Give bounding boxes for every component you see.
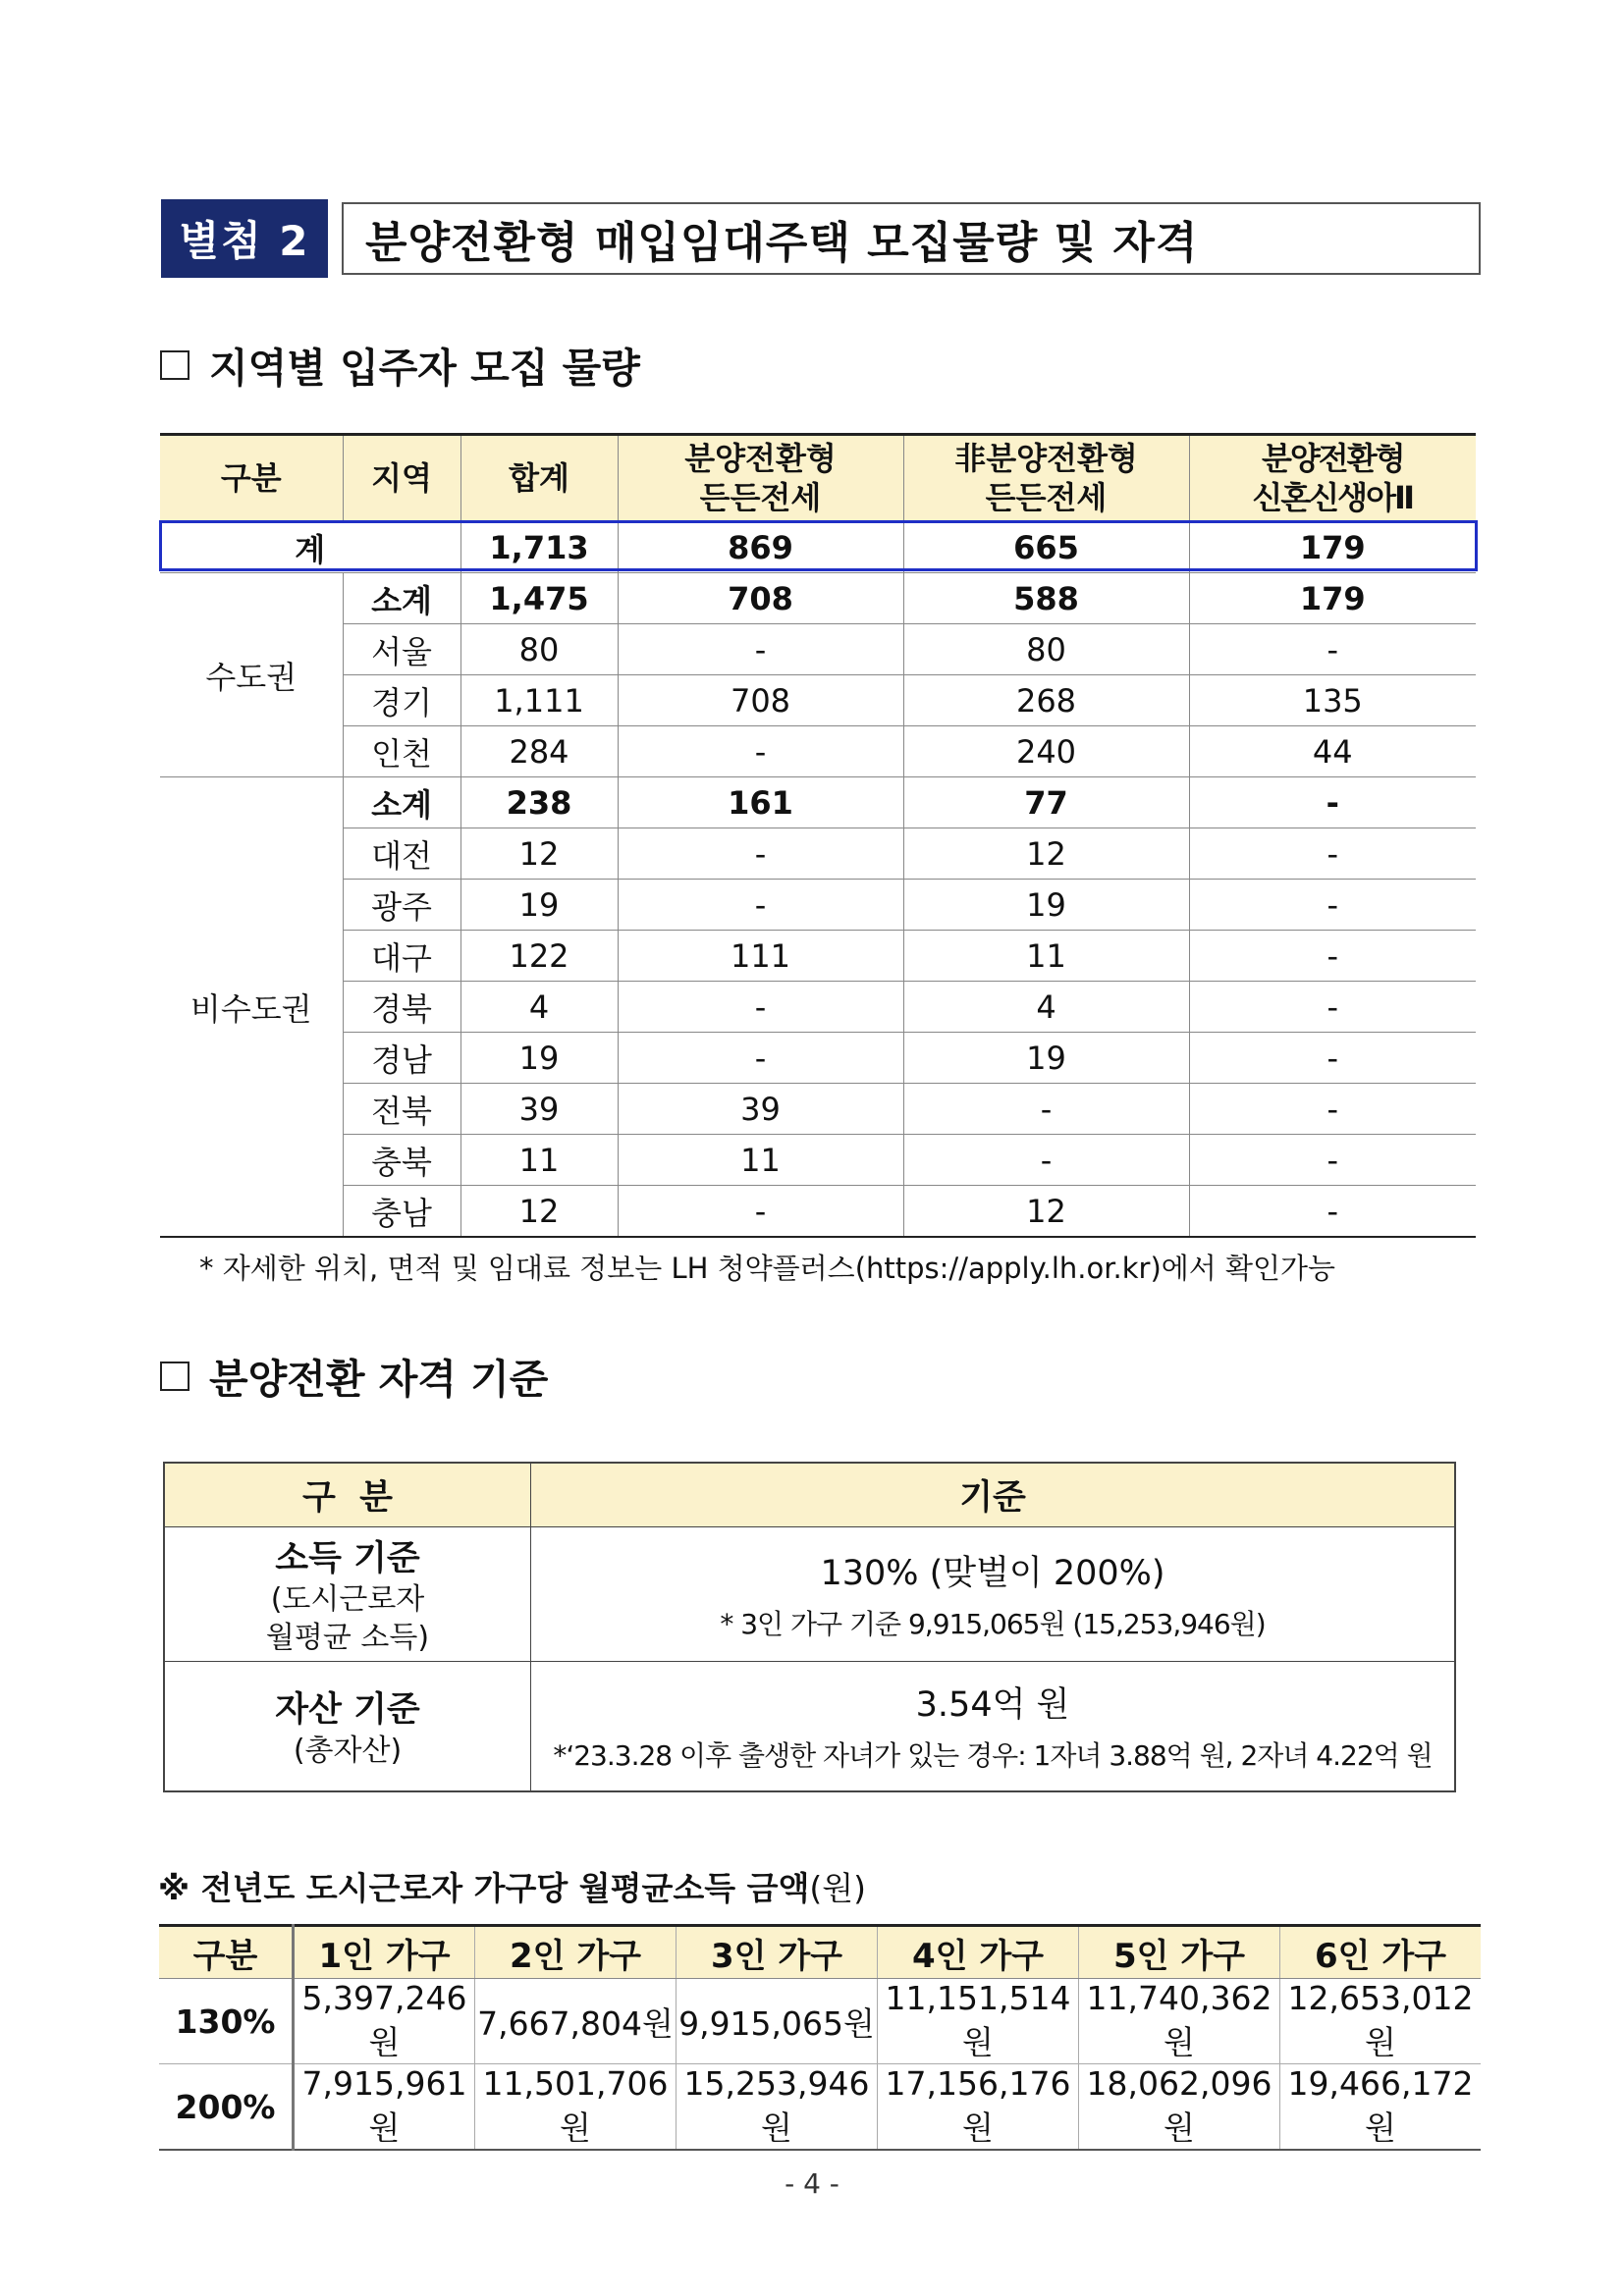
- col-header-text: 분양전환형 신혼신생아Ⅱ: [1252, 440, 1414, 516]
- table-header-row: [164, 1463, 1455, 1527]
- table-cell: -: [1189, 777, 1476, 828]
- table-row: [159, 1979, 1481, 2064]
- table-cell: 소계: [343, 573, 460, 624]
- col-header-text: 분양전환형 든든전세: [684, 440, 837, 516]
- table-header-row: [160, 435, 1476, 522]
- table-cell: 39: [618, 1084, 903, 1135]
- total-cell: 665: [903, 521, 1189, 573]
- table-cell: 12: [460, 828, 618, 880]
- monthly-income-table: [159, 1924, 1481, 2151]
- criteria-label: 자산 기준: [275, 1689, 420, 1730]
- col-header: 기준: [531, 1463, 1456, 1527]
- col-header: [903, 435, 1189, 522]
- table-cell: 39: [460, 1084, 618, 1135]
- table-cell: 588: [903, 573, 1189, 624]
- attachment-label: 별첨 2: [161, 199, 328, 278]
- table-cell: 11,501,706원: [475, 2064, 677, 2151]
- table-row: [160, 675, 1476, 726]
- row-label: 130%: [159, 1979, 294, 2064]
- section1-title: 지역별 입주자 모집 물량: [209, 345, 640, 392]
- table-cell: 18,062,096원: [1079, 2064, 1280, 2151]
- table-cell: 7,667,804원: [475, 1979, 677, 2064]
- col-header: 5인 가구: [1079, 1926, 1280, 1979]
- col-header: 구 분: [164, 1463, 531, 1527]
- table-cell: 135: [1189, 675, 1476, 726]
- section1-heading: [160, 336, 640, 394]
- table-cell: 161: [618, 777, 903, 828]
- table-cell: 11,151,514원: [878, 1979, 1079, 2064]
- table-cell: 240: [903, 726, 1189, 777]
- row-label: 200%: [159, 2064, 294, 2151]
- criteria-value-cell: [531, 1527, 1456, 1662]
- col-header-text: 非분양전환형 든든전세: [954, 440, 1138, 516]
- table-cell: 대구: [343, 931, 460, 982]
- table-cell: 19: [903, 1033, 1189, 1084]
- table-cell: 충남: [343, 1186, 460, 1238]
- col-header: 6인 가구: [1280, 1926, 1482, 1979]
- criteria-note: *‘23.3.28 이후 출생한 자녀가 있는 경우: 1자녀 3.88억 원, 2자녀 4.22억 원: [553, 1739, 1433, 1773]
- col-header: 4인 가구: [878, 1926, 1079, 1979]
- table-row: [160, 573, 1476, 624]
- table-row: [164, 1527, 1455, 1662]
- total-label: 계: [160, 521, 460, 573]
- table-cell: -: [1189, 1135, 1476, 1186]
- table-cell: 12,653,012원: [1280, 1979, 1482, 2064]
- table-row: [160, 880, 1476, 931]
- table-cell: -: [618, 726, 903, 777]
- table-cell: -: [1189, 1033, 1476, 1084]
- col-header: 구분: [160, 435, 343, 522]
- table-cell: 11: [618, 1135, 903, 1186]
- table-cell: 80: [903, 624, 1189, 675]
- table-cell: -: [1189, 931, 1476, 982]
- checkbox-square-icon: [160, 1362, 189, 1391]
- income-table-unit: (원): [809, 1869, 866, 1907]
- col-header: [618, 435, 903, 522]
- criteria-label-cell: [164, 1662, 531, 1791]
- total-row: [160, 521, 1476, 573]
- table-cell: 179: [1189, 573, 1476, 624]
- table-cell: 11: [460, 1135, 618, 1186]
- table-cell: -: [618, 880, 903, 931]
- table-cell: 238: [460, 777, 618, 828]
- criteria-sublabel: (도시근로자 월평균 소득): [265, 1582, 430, 1655]
- region-group-label: 비수도권: [160, 777, 343, 1238]
- col-header: 지역: [343, 435, 460, 522]
- attachment-title: 분양전환형 매입임대주택 모집물량 및 자격: [342, 202, 1481, 275]
- table-cell: -: [1189, 1084, 1476, 1135]
- table-row: [160, 1033, 1476, 1084]
- table-cell: 대전: [343, 828, 460, 880]
- table-cell: 19: [460, 1033, 618, 1084]
- col-header: 합계: [460, 435, 618, 522]
- table-cell: 80: [460, 624, 618, 675]
- table-cell: 4: [903, 982, 1189, 1033]
- table-cell: 77: [903, 777, 1189, 828]
- table-row: [159, 2064, 1481, 2151]
- criteria-note: * 3인 가구 기준 9,915,065원 (15,253,946원): [720, 1608, 1266, 1640]
- table-cell: -: [1189, 1186, 1476, 1238]
- table-row: [164, 1662, 1455, 1791]
- income-table-heading: [158, 1863, 866, 1909]
- table-cell: -: [618, 1186, 903, 1238]
- col-header: 1인 가구: [294, 1926, 475, 1979]
- table-cell: -: [618, 982, 903, 1033]
- table-row: [160, 1084, 1476, 1135]
- table-row: [160, 726, 1476, 777]
- table-cell: 9,915,065원: [677, 1979, 878, 2064]
- table-cell: -: [1189, 982, 1476, 1033]
- table-cell: 7,915,961원: [294, 2064, 475, 2151]
- table-cell: 서울: [343, 624, 460, 675]
- table-cell: -: [618, 1033, 903, 1084]
- table-footnote: * 자세한 위치, 면적 및 임대료 정보는 LH 청약플러스(https://apply.lh.or.kr)에서 확인가능: [199, 1252, 1336, 1285]
- table-cell: 111: [618, 931, 903, 982]
- table-cell: 122: [460, 931, 618, 982]
- table-row: [160, 777, 1476, 828]
- table-cell: 19: [460, 880, 618, 931]
- page-number: - 4 -: [785, 2167, 839, 2200]
- table-cell: 광주: [343, 880, 460, 931]
- table-cell: 4: [460, 982, 618, 1033]
- recruitment-volume-table: [160, 433, 1476, 1238]
- income-table-title: ※ 전년도 도시근로자 가구당 월평균소득 금액: [158, 1869, 810, 1907]
- criteria-label-cell: [164, 1527, 531, 1662]
- table-row: [160, 828, 1476, 880]
- table-cell: 12: [460, 1186, 618, 1238]
- table-cell: 12: [903, 828, 1189, 880]
- table-cell: -: [618, 624, 903, 675]
- eligibility-criteria-table: [163, 1462, 1456, 1792]
- col-header: 3인 가구: [677, 1926, 878, 1979]
- table-cell: -: [618, 828, 903, 880]
- table-cell: 1,111: [460, 675, 618, 726]
- table-cell: 708: [618, 573, 903, 624]
- table-cell: 17,156,176원: [878, 2064, 1079, 2151]
- table-cell: 708: [618, 675, 903, 726]
- table-cell: 268: [903, 675, 1189, 726]
- table-cell: 12: [903, 1186, 1189, 1238]
- table-cell: 11,740,362원: [1079, 1979, 1280, 2064]
- table-cell: -: [1189, 880, 1476, 931]
- col-header: 2인 가구: [475, 1926, 677, 1979]
- criteria-sublabel: (총자산): [293, 1733, 403, 1768]
- table-cell: -: [1189, 828, 1476, 880]
- criteria-main: 3.54억 원: [915, 1685, 1070, 1726]
- section2-heading: [160, 1347, 548, 1405]
- col-header: [1189, 435, 1476, 522]
- table-cell: 19: [903, 880, 1189, 931]
- table-cell: 44: [1189, 726, 1476, 777]
- table-cell: 284: [460, 726, 618, 777]
- table-cell: 인천: [343, 726, 460, 777]
- table-cell: 경기: [343, 675, 460, 726]
- table-cell: -: [903, 1135, 1189, 1186]
- table-row: [160, 624, 1476, 675]
- col-header: 구분: [159, 1926, 294, 1979]
- table-cell: 소계: [343, 777, 460, 828]
- table-cell: 경남: [343, 1033, 460, 1084]
- total-cell: 1,713: [460, 521, 618, 573]
- table-cell: 15,253,946원: [677, 2064, 878, 2151]
- table-cell: 19,466,172원: [1280, 2064, 1482, 2151]
- total-cell: 869: [618, 521, 903, 573]
- table-cell: 11: [903, 931, 1189, 982]
- table-row: [160, 931, 1476, 982]
- region-group-label: 수도권: [160, 573, 343, 777]
- total-cell: 179: [1189, 521, 1476, 573]
- table-cell: -: [1189, 624, 1476, 675]
- table-row: [160, 1135, 1476, 1186]
- table-cell: 전북: [343, 1084, 460, 1135]
- table-row: [160, 982, 1476, 1033]
- criteria-main: 130% (맞벌이 200%): [820, 1554, 1165, 1593]
- table-header-row: [159, 1926, 1481, 1979]
- section2-title: 분양전환 자격 기준: [209, 1356, 549, 1403]
- checkbox-square-icon: [160, 350, 189, 380]
- criteria-value-cell: [531, 1662, 1456, 1791]
- criteria-label: 소득 기준: [275, 1539, 420, 1578]
- table-cell: -: [903, 1084, 1189, 1135]
- table-cell: 충북: [343, 1135, 460, 1186]
- table-cell: 5,397,246원: [294, 1979, 475, 2064]
- table-cell: 경북: [343, 982, 460, 1033]
- table-cell: 1,475: [460, 573, 618, 624]
- table-row: [160, 1186, 1476, 1238]
